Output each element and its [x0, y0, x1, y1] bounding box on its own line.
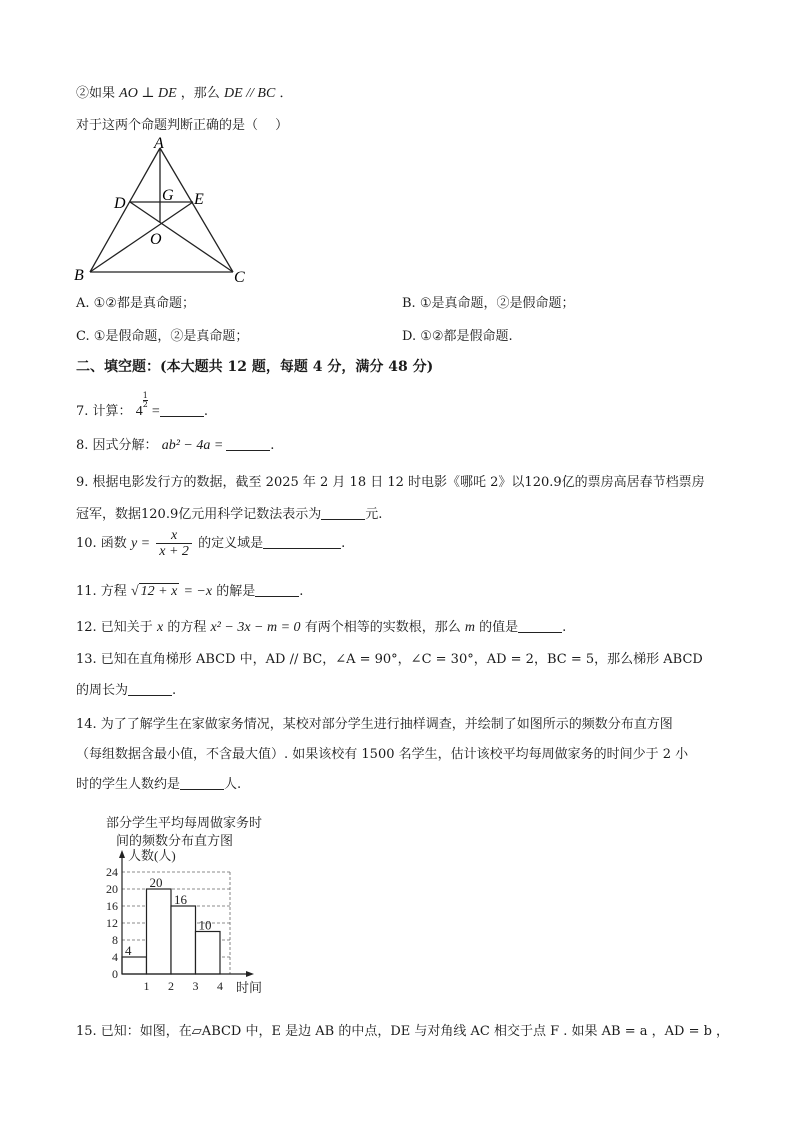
p6-then: ，那么 — [180, 86, 220, 101]
q12-text-b: 的方程 — [167, 620, 207, 635]
side-ac — [160, 148, 233, 272]
y-tick-label-12: 12 — [106, 916, 118, 930]
bar-value-label-1: 4 — [125, 943, 132, 958]
q10-text: 的定义域是 — [198, 536, 264, 551]
q12-prefix: 12. 已知关于 — [76, 620, 153, 635]
q10-prefix: 10. 函数 — [76, 536, 127, 551]
x-tick-label-2: 2 — [168, 979, 174, 993]
y-axis-arrow — [119, 850, 125, 858]
segment-eb — [90, 202, 193, 272]
histogram-title-line-1: 部分学生平均每周做家务时 — [106, 816, 263, 831]
x-axis-label: 时间 — [236, 980, 263, 995]
q11-prefix: 11. 方程 — [76, 584, 127, 599]
p6-question: 对于这两个命题判断正确的是（ ） — [76, 118, 289, 133]
segment-dc — [130, 202, 233, 272]
q11-rhs: = −x — [183, 584, 213, 599]
q13-end: . — [172, 683, 177, 698]
option-d: D. ①②都是假命题. — [402, 329, 513, 344]
q10-numerator: x — [156, 528, 192, 544]
histogram-bar-3 — [171, 906, 196, 974]
q12-end: . — [562, 620, 567, 635]
q10-denominator: x + 2 — [159, 544, 189, 559]
x-axis-arrow — [246, 971, 254, 977]
label-o: O — [150, 231, 162, 248]
y-tick-label-20: 20 — [106, 882, 118, 896]
label-g: G — [162, 187, 174, 204]
q11-radicand: 12 + x — [140, 584, 178, 599]
q12-answer-blank[interactable] — [518, 620, 562, 633]
question-13-line-2 — [76, 679, 176, 698]
question-14-line-3 — [76, 773, 241, 792]
y-tick-label-0: 0 — [112, 967, 118, 981]
q11-sqrt-sign: √ — [130, 584, 139, 599]
q12-variable-x: x — [156, 620, 164, 635]
question-10 — [76, 528, 345, 559]
q8-expr: ab² − 4a = — [161, 438, 224, 453]
question-12 — [76, 616, 566, 636]
y-axis-label: 人数(人) — [128, 848, 176, 863]
q10-lhs: y = — [130, 536, 151, 551]
q13-answer-blank[interactable] — [128, 683, 172, 696]
y-tick-label-24: 24 — [106, 865, 118, 879]
q10-answer-blank[interactable] — [263, 536, 341, 549]
question-13-line-1: 13. 已知在直角梯形 ABCD 中，AD // BC，∠A = 90°，∠C = 30°，AD = 2，BC = 5，那么梯形 ABCD — [76, 652, 703, 667]
label-b: B — [74, 267, 84, 284]
x-tick-label-3: 3 — [192, 979, 199, 993]
p6-statement-2-prefix: ②如果 — [76, 86, 116, 101]
q12-variable-m: m — [464, 620, 475, 635]
q14-end: 人. — [224, 777, 242, 792]
q12-text-d: 的值是 — [479, 620, 519, 635]
question-9-line-2 — [76, 503, 382, 522]
q9-text: 冠军，数据120.9亿元用科学记数法表示为 — [76, 507, 322, 522]
question-15: 15. 已知：如图，在▱ABCD 中，E 是边 AB 的中点，DE 与对角线 AC 相交于点 F . 如果 AB = a ，AD = b ， — [76, 1024, 730, 1039]
q8-end: . — [270, 438, 275, 453]
p6-conclusion: DE // BC — [223, 86, 276, 101]
q10-end: . — [341, 536, 346, 551]
histogram-bar-1 — [122, 957, 147, 974]
histogram-bar-4 — [196, 932, 221, 975]
question-8 — [76, 434, 274, 454]
question-11 — [76, 580, 303, 600]
q11-answer-blank[interactable] — [255, 584, 299, 597]
q12-text-c: 有两个相等的实数根，那么 — [304, 620, 461, 635]
histogram-bar-2 — [147, 889, 172, 974]
bar-value-label-4: 10 — [198, 917, 212, 933]
option-a: A. ①②都是真命题； — [76, 296, 195, 311]
histogram-title-line-2: 间的频数分布直方图 — [116, 834, 234, 849]
option-b: B. ①是真命题，②是假命题； — [402, 296, 575, 311]
q9-answer-blank[interactable] — [321, 507, 365, 520]
question-14-line-1: 14. 为了了解学生在家做家务情况，某校对部分学生进行抽样调查，并绘制了如图所示的频数分布直方图 — [76, 717, 673, 732]
label-e: E — [194, 191, 204, 208]
label-d: D — [114, 195, 126, 212]
question-14-line-2: （每组数据含最小值，不含最大值）. 如果该校有 1500 名学生，估计该校平均每周做家务的时间少于 2 小 — [76, 747, 689, 762]
q9-end: 元. — [365, 507, 383, 522]
section-2-heading: 二、填空题：(本大题共 12 题，每题 4 分，满分 48 分) — [76, 359, 434, 375]
label-c: C — [234, 269, 245, 286]
q14-answer-blank[interactable] — [180, 777, 224, 790]
q7-exponent — [143, 392, 148, 409]
bar-value-label-2: 20 — [149, 875, 163, 890]
label-a: A — [154, 135, 164, 152]
q7-prefix: 7. 计算： — [76, 404, 132, 419]
option-c: C. ①是假命题，②是真命题； — [76, 329, 249, 344]
p6-condition: AO ⊥ DE — [119, 86, 177, 101]
q7-exp-num: 1 — [142, 391, 148, 400]
bar-value-label-3: 16 — [174, 892, 187, 907]
q7-eq: = — [151, 404, 160, 419]
q7-end: . — [203, 404, 208, 419]
p6-statement-2 — [76, 82, 292, 102]
y-tick-label-8: 8 — [112, 933, 118, 947]
q7-base: 4 — [135, 404, 143, 419]
question-7 — [76, 392, 208, 420]
y-tick-label-16: 16 — [106, 899, 118, 913]
q7-exp-den: 2 — [142, 400, 148, 409]
y-tick-label-4: 4 — [112, 950, 118, 964]
question-9-line-1: 9. 根据电影发行方的数据，截至 2025 年 2 月 18 日 12 时电影《哪吒 2》以120.9亿的票房高居春节档票房 — [76, 475, 705, 490]
q14-text: 时的学生人数约是 — [76, 777, 181, 792]
q8-answer-blank[interactable] — [226, 438, 270, 451]
triangle-figure — [70, 134, 260, 288]
x-tick-label-4: 4 — [217, 979, 223, 993]
q7-answer-blank[interactable] — [160, 404, 204, 417]
q13-text: 的周长为 — [76, 683, 129, 698]
q8-prefix: 8. 因式分解： — [76, 438, 158, 453]
q11-end: . — [299, 584, 304, 599]
q10-fraction — [156, 528, 192, 559]
q11-text: 的解是 — [216, 584, 256, 599]
histogram-chart — [90, 842, 290, 1002]
x-tick-label-1: 1 — [143, 979, 150, 993]
p6-end: ． — [279, 86, 293, 101]
q12-equation: x² − 3x − m = 0 — [210, 620, 301, 635]
